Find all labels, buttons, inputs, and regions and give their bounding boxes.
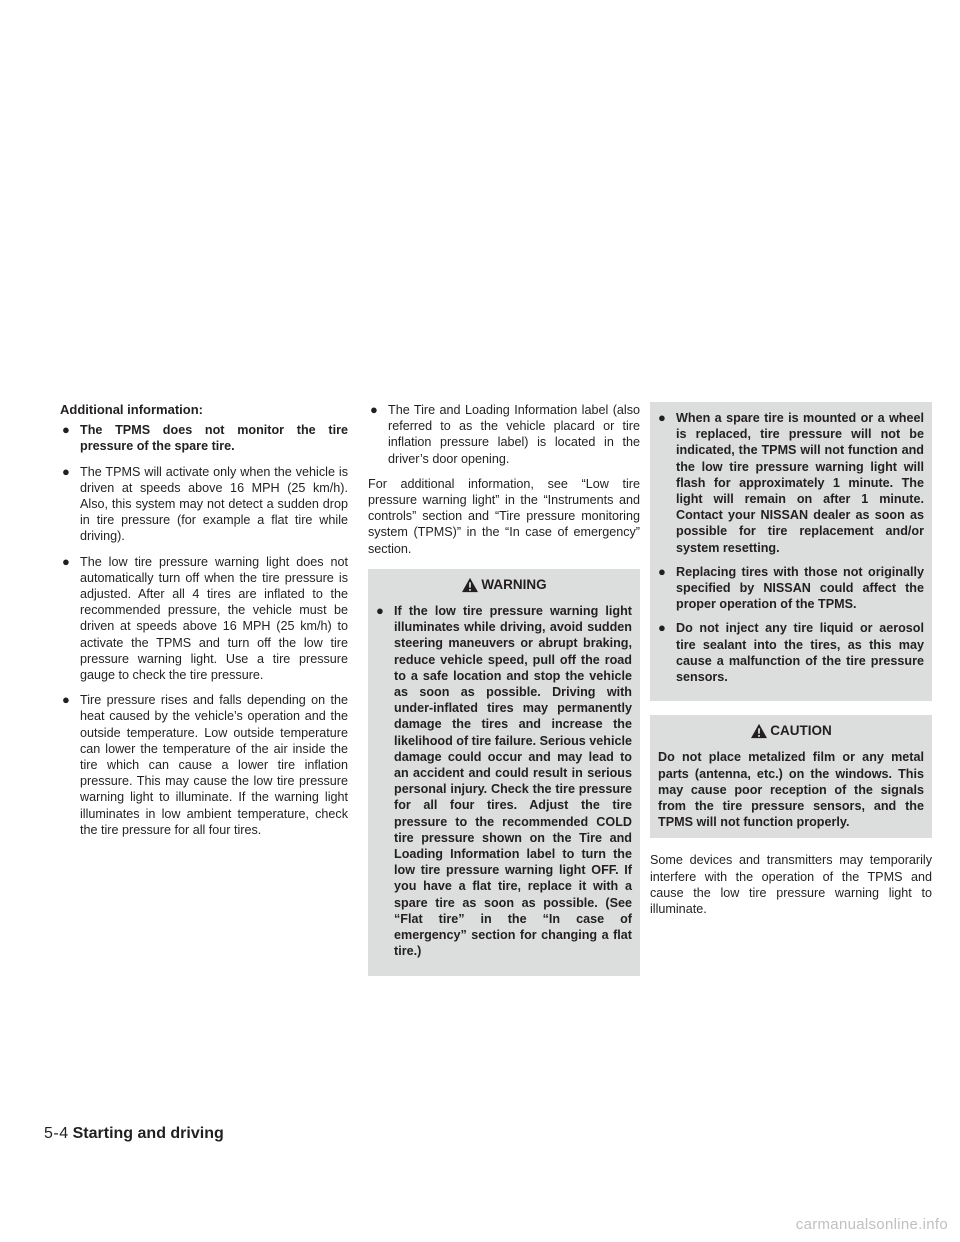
list-item: ● Do not inject any tire liquid or aerosol tire sealant into the tires, as this may cause a malfunction of the tire pressure sensors.: [658, 620, 924, 685]
bullet-icon: ●: [62, 422, 70, 438]
bullet-icon: ●: [62, 463, 70, 479]
caution-icon: [750, 723, 768, 739]
caution-box: [650, 715, 932, 838]
warning-box: [368, 569, 640, 976]
caution-text: Do not place metalized film or any metal parts (antenna, etc.) on the windows. This may cause poor reception of the signals from the tire pressure sensors, and the TPMS will not function properly.: [658, 750, 924, 830]
bullet-icon: ●: [62, 553, 70, 569]
column-middle: [368, 402, 640, 990]
bullet-list: [368, 402, 640, 467]
list-item: ● When a spare tire is mounted or a wheel is replaced, tire pressure will not be indicated, the TPMS will not function and the low tire pressure warning light will flash for approximately 1 minute. The light will remain on after 1 minute. Contact your NISSAN dealer as soon as possible for tire replacement and/or system resetting.: [658, 410, 924, 555]
list-item: ● The TPMS does not monitor the tire pressure of the spare tire.: [62, 422, 348, 454]
bullet-list: [60, 422, 348, 838]
bullet-icon: ●: [658, 620, 666, 636]
bullet-icon: ●: [376, 603, 384, 619]
bullet-icon: ●: [658, 563, 666, 579]
list-item: ● The low tire pressure warning light does not automatically turn off when the tire pressure is adjusted. After all 4 tires are inflated to the recommended pressure, the vehicle must be driven at speeds above 16 MPH (25 km/h) to activate the TPMS and turn off the low tire pressure warning light. Use a tire pressure gauge to check the tire pressure.: [62, 553, 348, 683]
chapter-title: Starting and driving: [72, 1125, 224, 1142]
paragraph: For additional information, see “Low tire pressure warning light” in the “Instruments and controls” section and “Tire pressure monitoring system (TPMS)” in the “In case of emergency” section.: [368, 476, 640, 556]
page-footer: [44, 1125, 224, 1143]
warning-list: [658, 410, 924, 685]
list-item: ● The TPMS will activate only when the vehicle is driven at speeds above 16 MPH (25 km/h). Also, this system may not detect a sudden drop in tire pressure (for example a flat tire while driving).: [62, 463, 348, 544]
page-number: 5-4: [44, 1125, 69, 1142]
list-item: ● Replacing tires with those not originally specified by NISSAN could affect the proper operation of the TPMS.: [658, 563, 924, 612]
list-item: ● If the low tire pressure warning light illuminates while driving, avoid sudden steering maneuvers or abrupt braking, reduce vehicle speed, pull off the road to a safe location and stop the vehicle as soon as possible. Driving with under-inflated tires may permanently damage the tires and increase the likelihood of tire failure. Serious vehicle damage could occur and may lead to an accident and could result in serious personal injury. Check the tire pressure for all four tires. Adjust the tire pressure to the recommended COLD tire pressure shown on the Tire and Loading Information label to turn the low tire pressure warning light OFF. If you have a flat tire, replace it with a spare tire as soon as possible. (See “Flat tire” in the “In case of emergency” section for changing a flat tire.): [376, 603, 632, 959]
warning-icon: [461, 577, 479, 593]
list-item: ● Tire pressure rises and falls depending on the heat caused by the vehicle’s operation and the outside temperature. Low outside temperature can lower the temperature of the air inside the tire which can cause a lower tire inflation pressure. This may cause the low tire pressure warning light to illuminate. If the warning light illuminates in low ambient temperature, check the tire pressure for all four tires.: [62, 692, 348, 837]
warning-box-continued: [650, 402, 932, 701]
bullet-icon: ●: [370, 402, 378, 417]
bullet-icon: ●: [658, 410, 666, 425]
section-heading: Additional information:: [60, 402, 203, 417]
bullet-icon: ●: [62, 692, 70, 708]
list-item: ● The Tire and Loading Information label (also referred to as the vehicle placard or tire inflation pressure label) is located in the driver’s door opening.: [370, 402, 640, 466]
warning-title: WARNING: [376, 573, 632, 603]
warning-list: [376, 603, 632, 959]
paragraph: Some devices and transmitters may temporarily interfere with the operation of the TPMS and cause the low tire pressure warning light to illuminate.: [650, 853, 932, 917]
column-right: [650, 402, 932, 929]
watermark: carmanualsonline.info: [795, 1216, 948, 1233]
column-left: [60, 402, 348, 847]
caution-title: CAUTION: [658, 719, 924, 749]
